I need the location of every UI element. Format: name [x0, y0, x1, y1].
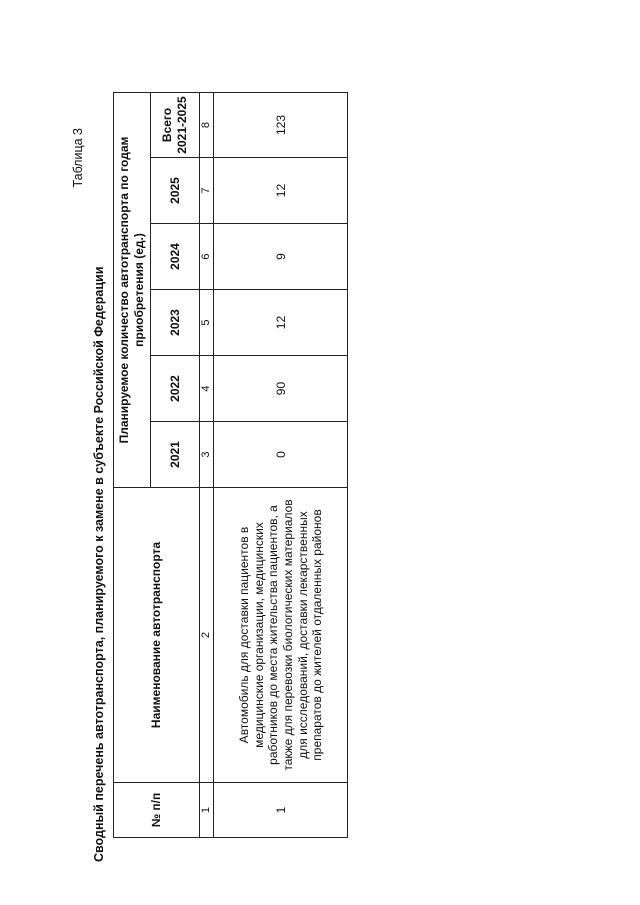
header-year-2025: 2025: [151, 158, 200, 224]
row-num: 1: [214, 783, 348, 838]
row-value-2025: 12: [214, 158, 348, 224]
column-index: 6: [200, 224, 214, 290]
row-total: 123: [214, 93, 348, 158]
row-value-2024: 9: [214, 224, 348, 290]
column-index: 4: [200, 356, 214, 422]
header-year-2021: 2021: [151, 422, 200, 488]
header-total: [151, 93, 200, 158]
header-num: № п/п: [114, 783, 200, 838]
column-index: 5: [200, 290, 214, 356]
column-index: 7: [200, 158, 214, 224]
table-title: Сводный перечень автотранспорта, планируемого к замене в субъекте Российской Федерации: [92, 266, 106, 862]
table-number: Таблица 3: [71, 128, 85, 188]
header-year-2024: 2024: [151, 224, 200, 290]
header-total-line2: 2021-2025: [175, 96, 189, 154]
table-row: [214, 93, 348, 838]
header-row-1: [114, 93, 151, 838]
column-index: 2: [200, 488, 214, 783]
column-index: 8: [200, 93, 214, 158]
header-year-2022: 2022: [151, 356, 200, 422]
header-total-line1: Всего: [160, 107, 175, 143]
header-planned: Планируемое количество автотранспорта по годам приобретения (ед.): [114, 93, 151, 488]
row-vehicle-name: Автомобиль для доставки пациентов в медицинские организации, медицинских работников до места жительства пациентов, а также для перевозки биологических материалов для исследований, доставки лекарственных препаратов до жителей отдаленных районов: [214, 488, 348, 783]
rotated-page: [68, 72, 343, 862]
vehicle-table: [113, 92, 348, 838]
column-index: 1: [200, 783, 214, 838]
header-name: Наименование автотранспорта: [114, 488, 200, 783]
row-value-2023: 12: [214, 290, 348, 356]
header-year-2023: 2023: [151, 290, 200, 356]
column-index-row: [200, 93, 214, 838]
column-index: 3: [200, 422, 214, 488]
row-value-2022: 90: [214, 356, 348, 422]
row-value-2021: 0: [214, 422, 348, 488]
